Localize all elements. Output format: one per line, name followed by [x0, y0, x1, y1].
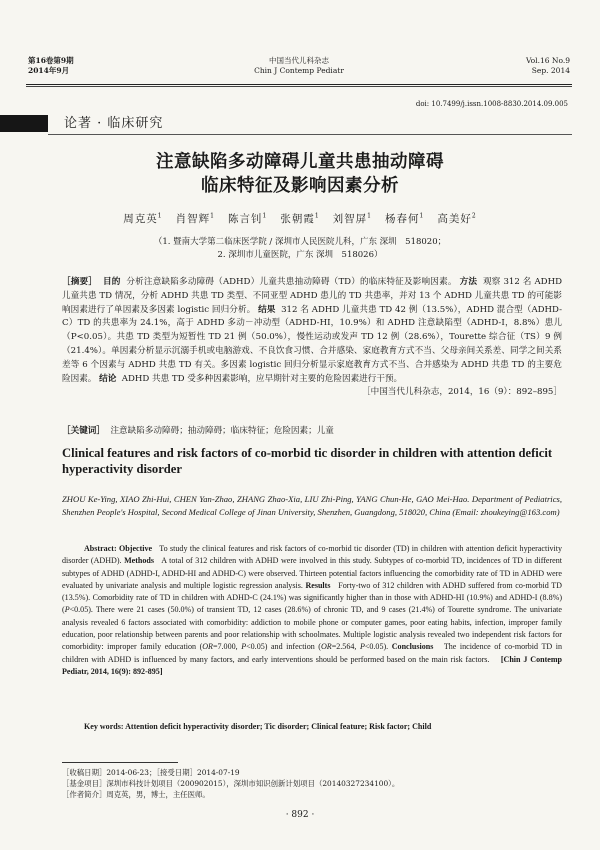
objective-text-en: To study the clinical features and risk factors of co-morbid tic disorder (TD) in children with attention deficit hyperactivity disorder (ADHD). [62, 544, 562, 566]
section-label: 论著 · 临床研究 [64, 116, 164, 131]
date-en: Sep. 2014 [531, 66, 570, 75]
citation-cn: ［中国当代儿科杂志，2014，16（9）：892–895］ [362, 387, 562, 398]
journal-name-cn: 中国当代儿科杂志 [269, 56, 329, 65]
title-cn-line1: 注意缺陷多动障碍儿童共患抽动障碍 [156, 152, 444, 172]
abstract-cn-tag: ［摘要］ [62, 277, 98, 287]
keywords-en: Key words: Attention deficit hyperactivity disorder; Tic disorder; Clinical feature; Risk factor; Child [84, 722, 432, 731]
results-label-en: Results [305, 580, 331, 590]
keywords-text-cn: 注意缺陷多动障碍；抽动障碍；临床特征；危险因素；儿童 [110, 426, 334, 436]
citation-en: [Chin J Contemp Pediatr, 2014, 16(9): 892-895] [62, 654, 562, 676]
author-cn: 高美好$^2$ [437, 212, 477, 225]
objective-label-cn: 目的 [102, 277, 121, 287]
journal-name-en: Chin J Contemp Pediatr [254, 66, 344, 75]
author-list-cn [0, 211, 600, 226]
keywords-label-cn: ［关键词］ [62, 426, 105, 436]
objective-text-cn: 分析注意缺陷多动障碍（ADHD）儿童共患抽动障碍（TD）的临床特征及影响因素。 [126, 277, 457, 287]
keywords-cn [62, 425, 562, 438]
date-cn: 2014年9月 [28, 66, 70, 75]
doi[interactable]: doi: 10.7499/j.issn.1008-8830.2014.09.005 [415, 100, 568, 108]
results-text-en: Forty-two of 312 children with ADHD suffered from co-morbid TD (13.5%). Comorbidity rate of TD in children with ADHD-C (24.1%) was significantly higher than in those with ADHD-HI (10.9%) and ADHD-I (8.8%) (P<0.05). There were 21 cases (50.0%) of transient TD, 12 cases (28.6%) of chronic TD, and 9 cases (21.4%) of Tourette syndrome. The univariate analysis revealed 6 factors associated with comorbidity: addiction to mobile phone or computer games, poor eating habits, infection, improper family education, poor relationship between parents and poor relationship with schoolmates. Multiple logistic analysis revealed two independent risk factors for comorbidity: improper family education (OR=7.000, P<0.05) and infection (OR=2.564, P<0.05). [62, 580, 562, 652]
page-number: · 892 · [285, 810, 315, 820]
objective-label-en: Objective [119, 544, 153, 553]
conclusions-label-en: Conclusions [391, 642, 434, 652]
volume-issue-cn: 第16卷第9期 [28, 56, 74, 65]
affiliation-cn-line1: （1. 暨南大学第二临床医学院 / 深圳市人民医院儿科，广东 深圳 518020； [153, 237, 447, 247]
author-cn: 肖智辉$^1$ [175, 212, 215, 225]
author-cn: 周克英$^1$ [123, 212, 163, 225]
footnote-author-bio: ［作者简介］周克英，男，博士，主任医师。 [62, 790, 210, 799]
section-divider [48, 134, 572, 135]
conclusions-text-en: The incidence of co-morbid TD in children with ADHD is influenced by many factors, and early interventions should be performed based on the main risk factors. [62, 642, 563, 664]
methods-label-cn: 方法 [459, 277, 478, 287]
conclusions-text-cn: ADHD 共患 TD 受多种因素影响，应早期针对主要的危险因素进行干预。 [121, 373, 403, 384]
author-cn: 杨春何$^1$ [385, 212, 425, 225]
volume-issue-en: Vol.16 No.9 [525, 56, 570, 65]
results-text-cn: 312 名 ADHD 儿童共患 TD 42 例（13.5%），ADHD 混合型（ADHD-C）TD 的共患率为 24.1%，高于 ADHD 多动－冲动型（ADHD-HI，10.9%）和 ADHD 注意缺陷型（ADHD-I，8.8%）患儿（P<0.05）。共患 TD 类型为短暂性 TD 21 例（50.0%），慢性运动或发声 TD 12 例（28.6%），Tourette 综合征（TS）9 例（21.4%）。单因素分析显示沉溺手机或电脑游戏、不良饮食习惯、合并感染、家庭教育方式不当、父母亲间关系差、同学之间关系差等 6 个因素与 ADHD 共患 TD 有关。多因素 logistic 回归分析显示家庭教育方式不当、合并感染为 ADHD 共患 TD 的主要危险因素。 [62, 304, 562, 384]
abstract-cn [62, 276, 562, 400]
title-cn-line2: 临床特征及影响因素分析 [201, 176, 399, 196]
footnotes [62, 767, 562, 800]
conclusions-label-cn: 结论 [99, 373, 117, 384]
methods-label-en: Methods [124, 556, 155, 566]
article-title-en: Clinical features and risk factors of co-morbid tic disorder in children with attention deficit hyperactivity disorder [62, 446, 553, 476]
authors-affiliation-en: ZHOU Ke-Ying, XIAO Zhi-Hui, CHEN Yan-Zhao, ZHANG Zhao-Xia, LIU Zhi-Ping, YANG Chun-He, GAO Mei-Hao. Department of Pediatrics, Shenzhen People's Hospital, Second Medical College of Jinan University, Shenzhen, Guangdong, 518020, China (Email: zhoukeying@163.com) [62, 494, 562, 517]
abstract-label-en: Abstract: [84, 544, 117, 553]
header-right [526, 56, 570, 76]
methods-text-en: A total of 312 children with ADHD were involved in this study. Subtypes of co-morbid TD, incidences of TD in different subtypes of ADHD (ADHD-I, ADHD-HI and ADHD-C) were observed. Thirteen potential factors influencing the comorbidity rate of TD in ADHD were evaluated by univariate analysis and multiple logistic regression analysis. [62, 556, 562, 590]
footnote-funding: ［基金项目］深圳市科技计划项目（200902015），深圳市知识创新计划项目（20140327234100）。 [62, 779, 400, 788]
article-title-cn [0, 150, 600, 198]
affiliation-cn [0, 236, 600, 262]
header-center [28, 56, 570, 76]
abstract-en [62, 543, 562, 678]
author-cn: 刘智屏$^1$ [332, 212, 372, 225]
methods-text-cn: 观察 312 名 ADHD 儿童共患 TD 情况，分析 ADHD 共患 TD 类型、不同亚型 ADHD 患儿的 TD 共患率，并对 13 个 ADHD 儿童共患 TD 的可能影响因素进行了单因素及多因素 logistic 回归分析。 [62, 277, 562, 315]
affiliation-cn-line2: 2. 深圳市儿童医院，广东 深圳 518026） [217, 250, 383, 260]
footnote-dates: ［收稿日期］2014-06-23；［接受日期］2014-07-19 [62, 768, 240, 777]
author-cn: 陈言钊$^1$ [227, 212, 268, 225]
header-divider [26, 84, 572, 85]
header-divider-thin [26, 86, 572, 87]
author-cn: 张朝霞$^1$ [280, 212, 320, 225]
footnote-divider [62, 762, 178, 763]
section-marker-bar [0, 115, 48, 132]
results-label-cn: 结果 [258, 304, 276, 315]
